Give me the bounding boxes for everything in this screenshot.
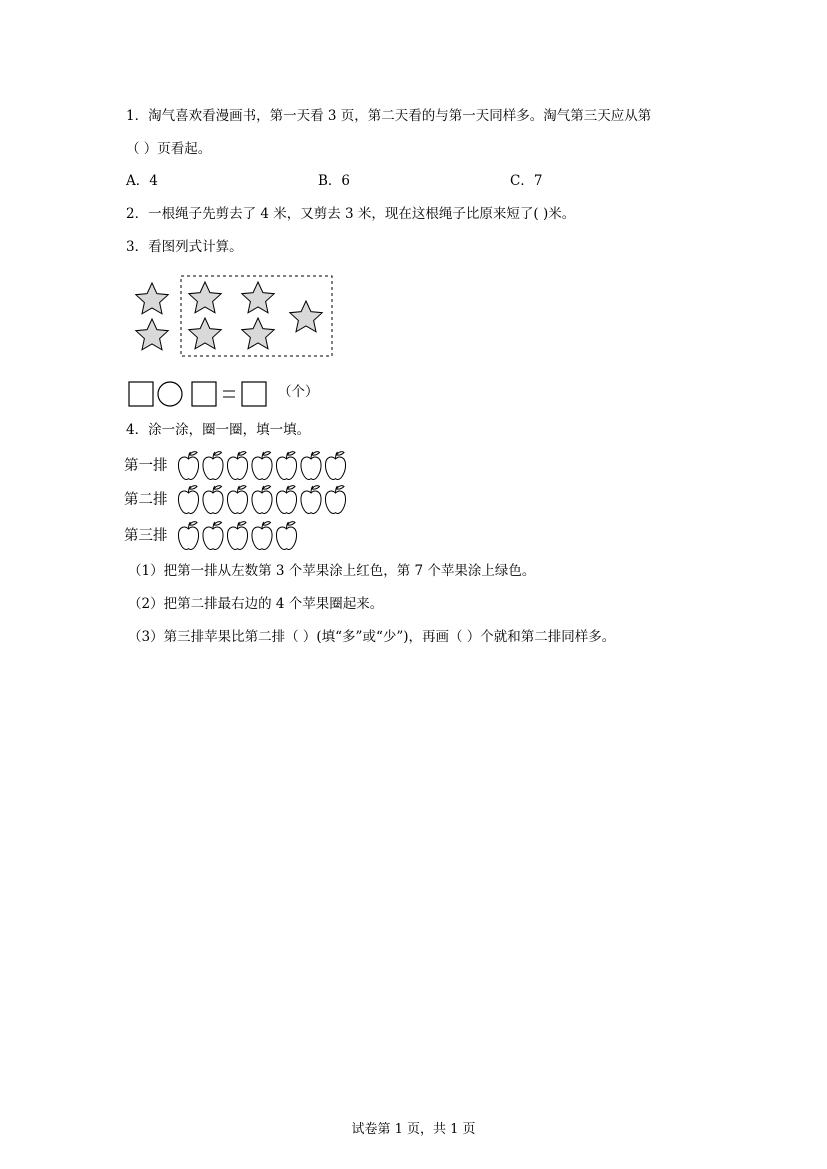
star-icon	[290, 301, 322, 332]
apple-icon[interactable]	[252, 522, 272, 550]
apple-icon[interactable]	[325, 486, 345, 514]
q3-stem: 3．看图列式计算。	[126, 239, 243, 255]
q4-stem: 4．涂一涂，圈一圈，填一填。	[126, 422, 311, 438]
q1-stem-line1: 1．淘气喜欢看漫画书，第一天看 3 页，第二天看的与第一天同样多。淘气第三天应从第	[126, 108, 652, 124]
apple-icon[interactable]	[252, 452, 272, 480]
q4-sub2: （2）把第二排最右边的 4 个苹果圈起来。	[128, 596, 384, 612]
q1-option-a: A．4	[126, 173, 158, 189]
apple-icon[interactable]	[276, 452, 296, 480]
answer-box[interactable]	[129, 382, 153, 406]
star-icon	[189, 318, 221, 349]
star-icon	[136, 283, 168, 314]
star-figure	[124, 272, 336, 362]
equation-unit: （个）	[278, 384, 319, 400]
apple-icon[interactable]	[276, 486, 296, 514]
q4-sub1: （1）把第一排从左数第 3 个苹果涂上红色，第 7 个苹果涂上绿色。	[128, 563, 536, 579]
apple-icon[interactable]	[227, 486, 247, 514]
apple-icon[interactable]	[227, 522, 247, 550]
apple-icon[interactable]	[325, 452, 345, 480]
row-label: 第一排	[124, 458, 168, 474]
apple-icon[interactable]	[178, 452, 198, 480]
apple-row-icons	[176, 520, 303, 552]
star-icon	[189, 282, 221, 313]
page-footer: 试卷第 1 页，共 1 页	[351, 1122, 476, 1137]
apple-icon[interactable]	[276, 522, 296, 550]
apple-icon[interactable]	[301, 486, 321, 514]
q1-option-c: C．7	[510, 173, 543, 189]
row-label: 第二排	[124, 492, 168, 508]
apple-icon[interactable]	[203, 452, 223, 480]
result-box[interactable]	[242, 382, 266, 406]
star-icon	[242, 282, 274, 313]
apple-row-icons	[176, 450, 352, 482]
apple-icon[interactable]	[227, 452, 247, 480]
apple-icon[interactable]	[252, 486, 272, 514]
row-label: 第三排	[124, 528, 168, 544]
star-icon	[136, 319, 168, 350]
apple-icon[interactable]	[301, 452, 321, 480]
apple-row-icons	[176, 484, 352, 516]
apple-icon[interactable]	[178, 522, 198, 550]
q1-stem-line2: （ ）页看起。	[126, 141, 212, 157]
operator-circle[interactable]	[158, 382, 182, 406]
q4-sub3: （3）第三排苹果比第二排（ ）(填“多”或“少”)，再画（ ）个就和第二排同样多。	[128, 629, 616, 645]
apple-icon[interactable]	[203, 486, 223, 514]
apple-icon[interactable]	[178, 486, 198, 514]
q2-stem: 2．一根绳子先剪去了 4 米，又剪去 3 米，现在这根绳子比原来短了( )米。	[126, 206, 576, 222]
apple-icon[interactable]	[203, 522, 223, 550]
answer-box[interactable]	[192, 382, 216, 406]
q1-option-b: B．6	[318, 173, 351, 189]
star-icon	[242, 318, 274, 349]
